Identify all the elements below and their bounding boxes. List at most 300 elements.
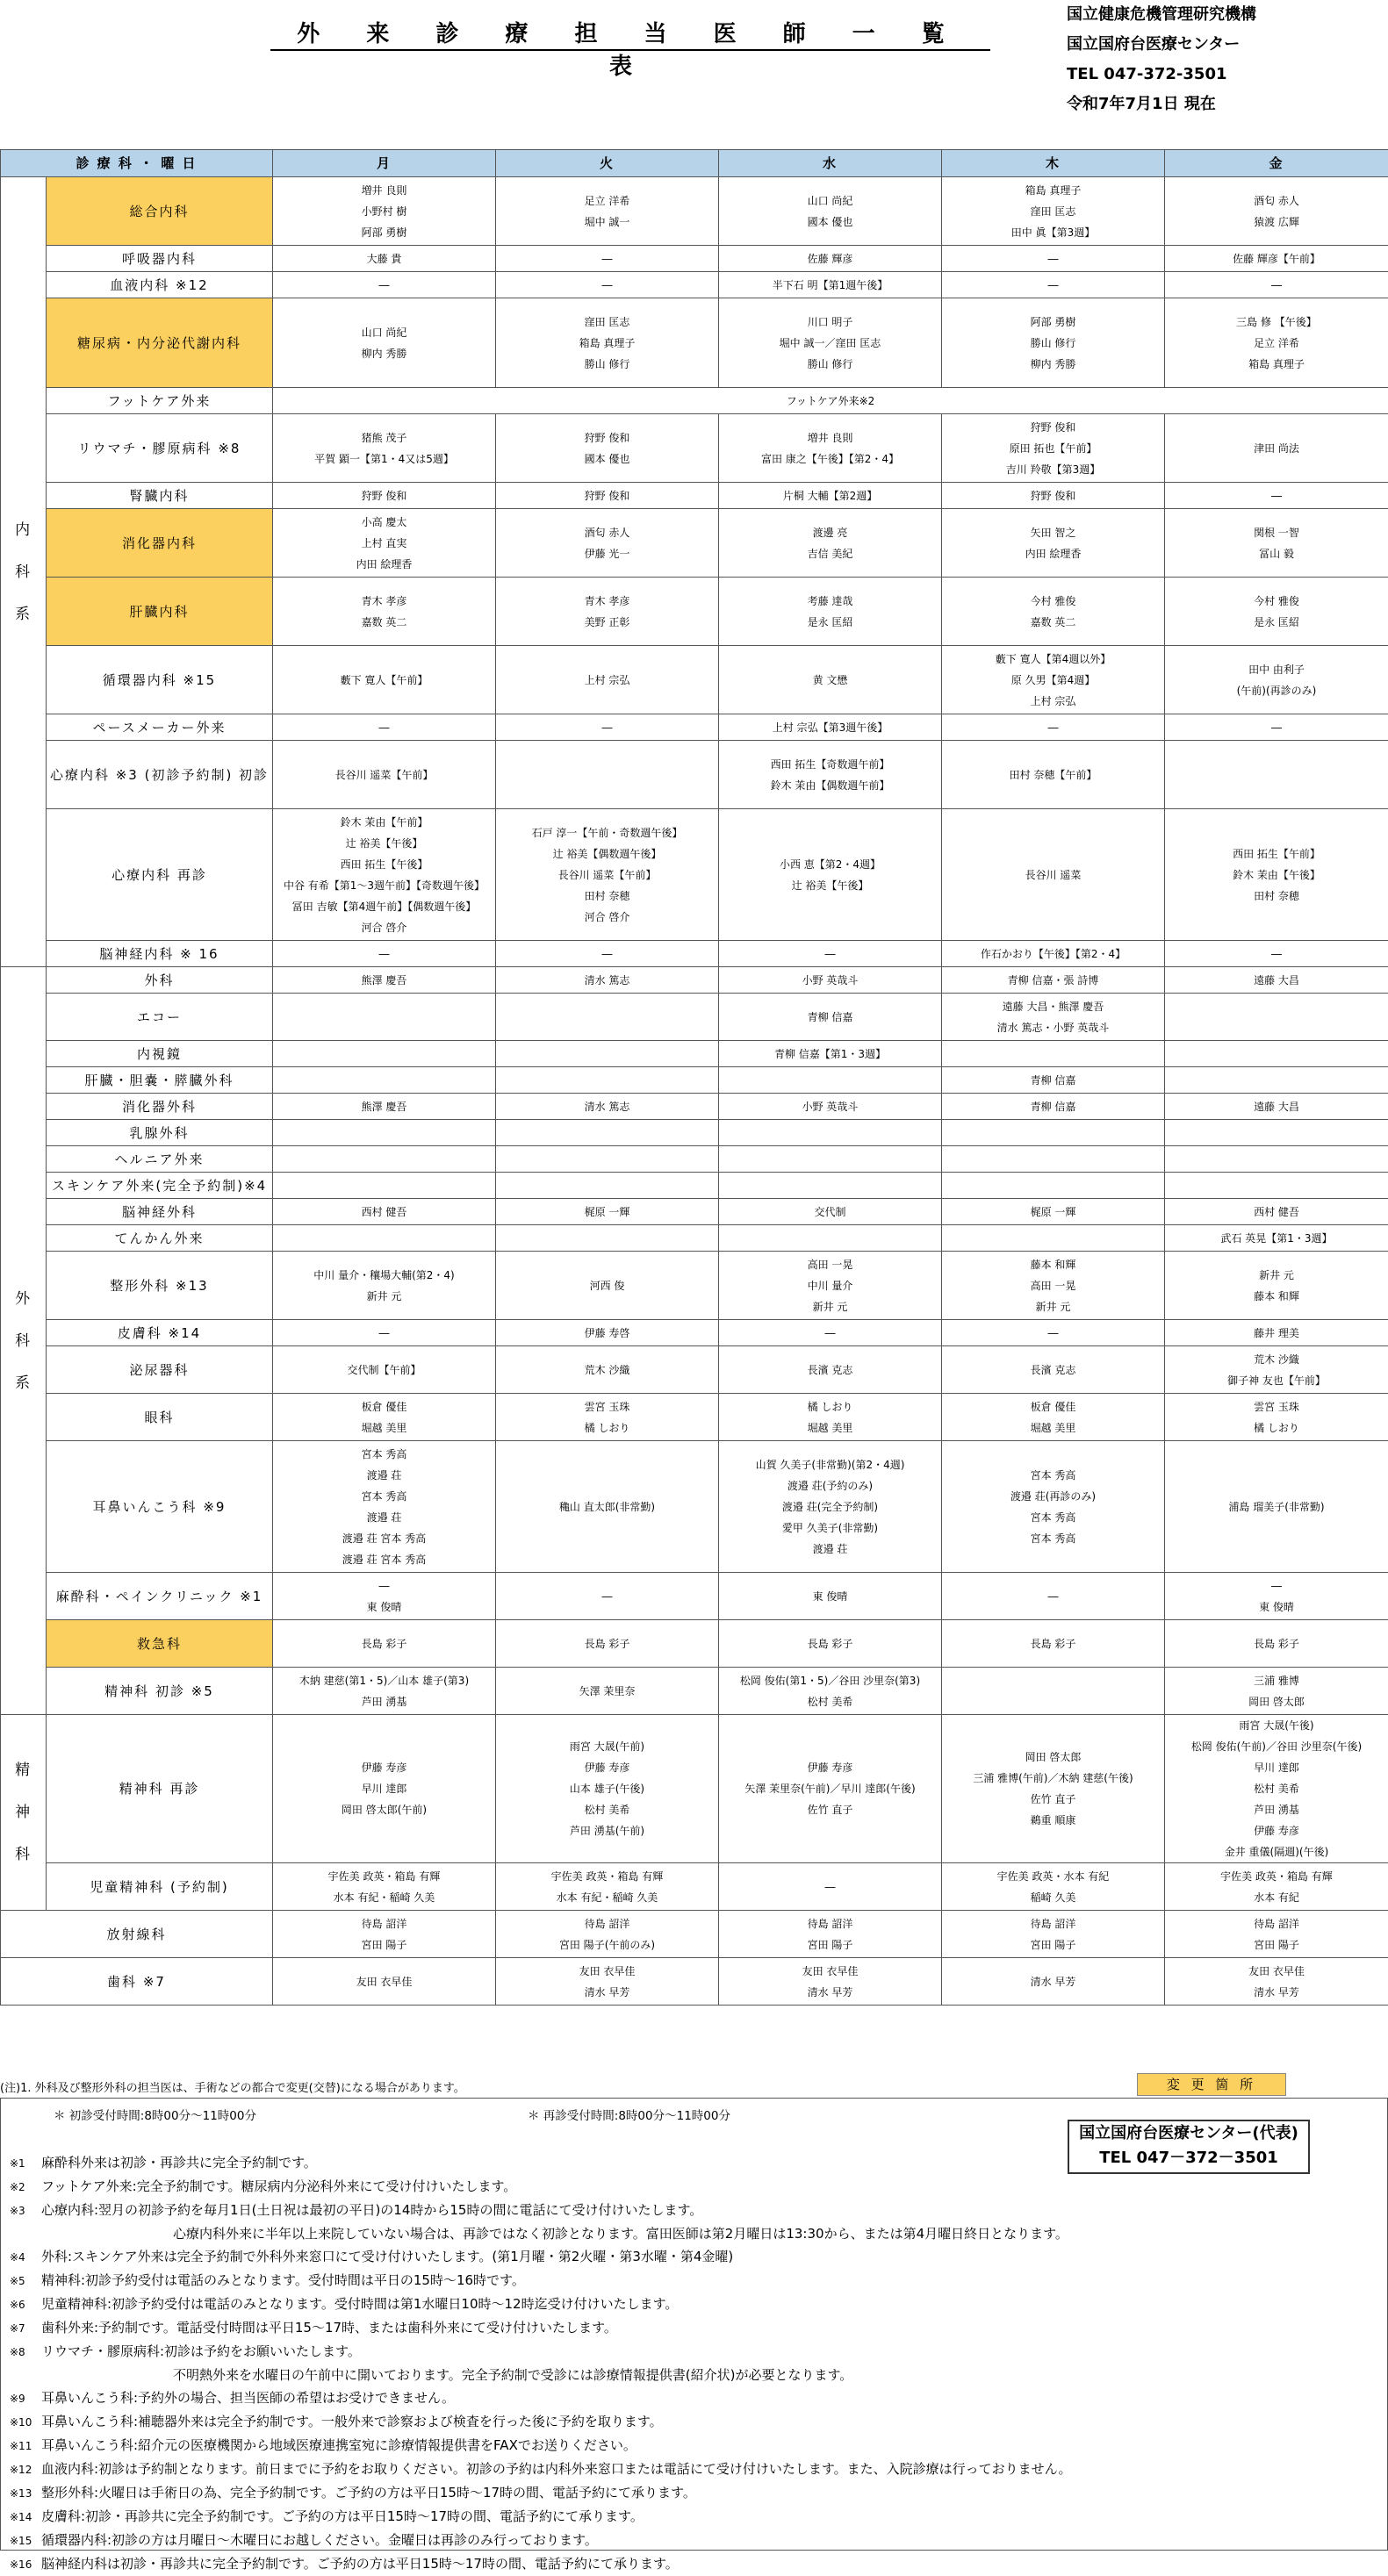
schedule-row	[1, 1320, 1388, 1346]
schedule-row	[1, 741, 1388, 809]
note-mark: ※14	[10, 2506, 41, 2529]
dept-name: 麻酔科・ペインクリニック ※1	[47, 1573, 273, 1620]
schedule-cell: 山賀 久美子(非常勤)(第2・4週) 渡邉 荘(予約のみ) 渡邉 荘(完全予約制) 愛甲 久美子(非常勤) 渡邉 荘	[719, 1441, 942, 1573]
caption-row	[0, 2078, 1388, 2095]
schedule-cell: 遠藤 大昌	[1165, 967, 1388, 994]
dept-name: 腎臓内科	[47, 483, 273, 509]
note-item	[10, 2364, 1054, 2386]
schedule-cell	[1165, 1041, 1388, 1067]
schedule-cell	[496, 1225, 719, 1252]
group-label: 精神科	[15, 1749, 32, 1876]
schedule-cell	[942, 1041, 1165, 1067]
schedule-row	[1, 1958, 1388, 2006]
note-text: 耳鼻いんこう科:補聴器外来は完全予約制です。一般外来で診察および検査を行った後に予約を取ります。	[41, 2414, 663, 2429]
schedule-cell: 猪熊 茂子 平賀 顕一【第1・4又は5週】	[273, 414, 496, 483]
schedule-cell: 山口 尚紀 柳内 秀勝	[273, 298, 496, 388]
dept-day-header: 診 療 科 ・ 曜 日	[1, 150, 273, 177]
note-text: 歯科外来:予約制です。電話受付時間は平日15～17時、または歯科外来にて受け付けいたします。	[41, 2320, 617, 2336]
schedule-row	[1, 646, 1388, 714]
schedule-cell: 半下石 明【第1週午後】	[719, 272, 942, 298]
note-item	[10, 2434, 1054, 2458]
note-mark: ※5	[10, 2270, 41, 2293]
schedule-cell	[496, 1120, 719, 1146]
schedule-cell: 藪下 寛人【午前】	[273, 646, 496, 714]
schedule-cell: 浦島 瑠美子(非常勤)	[1165, 1441, 1388, 1573]
schedule-cell: 待島 詔洋 宮田 陽子	[719, 1911, 942, 1958]
accept-first: ＊ 初診受付時間:8時00分～11時00分	[54, 2106, 256, 2123]
dept-name: スキンケア外来(完全予約制)※4	[47, 1173, 273, 1199]
schedule-body	[1, 177, 1388, 2006]
schedule-cell: ― 東 俊晴	[1165, 1573, 1388, 1620]
schedule-cell	[1165, 741, 1388, 809]
schedule-cell: 木納 建慈(第1・5)／山本 雄子(第3) 芦田 湧基	[273, 1668, 496, 1715]
schedule-cell: 小野 英哉斗	[719, 1094, 942, 1120]
dept-name: 内視鏡	[47, 1041, 273, 1067]
schedule-cell: 宇佐美 政英・箱島 有輝 水本 有紀・稲崎 久美	[496, 1863, 719, 1911]
schedule-cell: 長島 彩子	[1165, 1620, 1388, 1668]
schedule-cell	[942, 1120, 1165, 1146]
schedule-row	[1, 1094, 1388, 1120]
notes-list	[10, 2151, 1054, 2576]
schedule-cell: 長島 彩子	[496, 1620, 719, 1668]
schedule-cell: 高田 一晃 中川 量介 新井 元	[719, 1252, 942, 1320]
note-item	[10, 2529, 1054, 2552]
dept-name: てんかん外来	[47, 1225, 273, 1252]
schedule-cell: 山口 尚紀 國本 優也	[719, 177, 942, 246]
schedule-cell: 梶原 一輝	[942, 1199, 1165, 1225]
group-label: 内科系	[15, 509, 32, 635]
contact-name: 国立国府台医療センター(代表)	[1069, 2121, 1308, 2146]
dept-name: 肝臓内科	[47, 578, 273, 646]
schedule-cell: 矢田 智之 内田 絵理香	[942, 509, 1165, 578]
effective-date: 令和7年7月1日 現在	[1067, 90, 1256, 119]
dept-name: 心療内科 再診	[47, 809, 273, 941]
schedule-row	[1, 298, 1388, 388]
schedule-cell: 清水 早芳	[942, 1958, 1165, 2006]
dept-name: リウマチ・膠原病科 ※8	[47, 414, 273, 483]
schedule-cell: 渡邊 亮 吉信 美紀	[719, 509, 942, 578]
schedule-cell: 青柳 信嘉【第1・3週】	[719, 1041, 942, 1067]
schedule-cell: 今村 雅俊 嘉数 英二	[942, 578, 1165, 646]
note-text: 精神科:初診予約受付は電話のみとなります。受付時間は平日の15時～16時です。	[41, 2272, 525, 2288]
note-text: 不明熱外来を水曜日の午前中に開いております。完全予約制で受診には診療情報提供書(紹介状)が必要となります。	[173, 2367, 852, 2383]
schedule-row	[1, 967, 1388, 994]
note-item	[10, 2293, 1054, 2316]
schedule-cell	[273, 1173, 496, 1199]
dept-name: 歯科 ※7	[1, 1958, 273, 2006]
schedule-cell: 増井 良則 富田 康之【午後】【第2・4】	[719, 414, 942, 483]
schedule-cell: 交代制	[719, 1199, 942, 1225]
schedule-cell: 青柳 信嘉	[942, 1094, 1165, 1120]
schedule-cell: ―	[1165, 941, 1388, 967]
schedule-cell	[719, 1067, 942, 1094]
note-item	[10, 2505, 1054, 2529]
note-mark: ※1	[10, 2152, 41, 2175]
schedule-cell	[1165, 1067, 1388, 1094]
changed-legend: 変 更 箇 所	[1137, 2073, 1286, 2096]
schedule-cell: 雨宮 大晟(午前) 伊藤 寿彦 山本 雄子(午後) 松村 美希 芦田 湧基(午前)	[496, 1715, 719, 1863]
org-name: 国立健康危機管理研究機構	[1067, 0, 1256, 30]
schedule-cell: 小西 恵【第2・4週】 辻 裕美【午後】	[719, 809, 942, 941]
note-mark: ※6	[10, 2293, 41, 2316]
schedule-row	[1, 1173, 1388, 1199]
schedule-cell: ―	[273, 714, 496, 741]
schedule-row	[1, 1146, 1388, 1173]
schedule-cell: 熊澤 慶吾	[273, 967, 496, 994]
notes-box	[0, 2098, 1388, 2551]
schedule-row	[1, 1911, 1388, 1958]
schedule-cell: ―	[942, 1573, 1165, 1620]
note-item	[10, 2269, 1054, 2293]
group-naika	[1, 177, 47, 967]
schedule-cell: ―	[719, 1320, 942, 1346]
schedule-cell: 荒木 沙織 御子神 友也【午前】	[1165, 1346, 1388, 1394]
center-name: 国立国府台医療センター	[1067, 30, 1256, 60]
schedule-row	[1, 1863, 1388, 1911]
dept-name: 皮膚科 ※14	[47, 1320, 273, 1346]
schedule-row	[1, 1041, 1388, 1067]
schedule-cell: 藪下 寛人【第4週以外】 原 久男【第4週】 上村 宗弘	[942, 646, 1165, 714]
schedule-cell: ―	[719, 1863, 942, 1911]
schedule-cell: 小高 慶太 上村 直実 内田 絵理香	[273, 509, 496, 578]
schedule-cell: 大藤 貴	[273, 246, 496, 272]
schedule-cell: 考藤 達哉 是永 匡紹	[719, 578, 942, 646]
day-mon: 月	[273, 150, 496, 177]
schedule-cell: 待島 詔洋 宮田 陽子	[273, 1911, 496, 1958]
schedule-cell: 上村 宗弘	[496, 646, 719, 714]
schedule-row	[1, 1394, 1388, 1441]
schedule-cell: 窪田 匡志 箱島 真理子 勝山 修行	[496, 298, 719, 388]
organization-block	[1067, 0, 1256, 119]
schedule-row	[1, 483, 1388, 509]
schedule-cell: 長谷川 遥菜【午前】	[273, 741, 496, 809]
note-text: 心療内科外来に半年以上来院していない場合は、再診ではなく初診となります。富田医師は第2月曜日は13:30から、または第4月曜日終日となります。	[173, 2226, 1068, 2242]
schedule-row	[1, 272, 1388, 298]
accept-re: ＊ 再診受付時間:8時00分～11時00分	[528, 2106, 730, 2123]
schedule-row	[1, 994, 1388, 1041]
schedule-cell: 宇佐美 政英・箱島 有輝 水本 有紀・稲崎 久美	[273, 1863, 496, 1911]
schedule-cell	[496, 1146, 719, 1173]
note-text: リウマチ・膠原病科:初診は予約をお願いいたします。	[41, 2343, 361, 2359]
note-text: フットケア外来:完全予約制です。糖尿病内分泌科外来にて受け付けいたします。	[41, 2178, 516, 2194]
schedule-row	[1, 1346, 1388, 1394]
schedule-cell: 三浦 雅博 岡田 啓太郎	[1165, 1668, 1388, 1715]
dept-name: 乳腺外科	[47, 1120, 273, 1146]
schedule-cell: 熊澤 慶吾	[273, 1094, 496, 1120]
schedule-cell: 鈴木 茉由【午前】 辻 裕美【午後】 西田 拓生【午後】 中谷 有希【第1～3週午前】【奇数週午後】 冨田 吉敏【第4週午前】【偶数週午後】 河合 啓介	[273, 809, 496, 941]
schedule-cell: 青木 孝彦 美野 正彰	[496, 578, 719, 646]
schedule-cell: ―	[942, 246, 1165, 272]
schedule-cell: 上村 宗弘【第3週午後】	[719, 714, 942, 741]
note-text: 整形外科:火曜日は手術日の為、完全予約制です。ご予約の方は平日15時～17時の間、電話予約にて承ります。	[41, 2485, 696, 2501]
schedule-cell	[496, 1173, 719, 1199]
schedule-cell	[1165, 1173, 1388, 1199]
schedule-cell: 東 俊晴	[719, 1573, 942, 1620]
note-mark: ※12	[10, 2458, 41, 2481]
dept-name: エコー	[47, 994, 273, 1041]
schedule-cell: 梶原 一輝	[496, 1199, 719, 1225]
schedule-row	[1, 1620, 1388, 1668]
schedule-cell: ―	[273, 272, 496, 298]
title-underline	[270, 49, 990, 51]
schedule-cell: 長谷川 遥菜	[942, 809, 1165, 941]
schedule-cell: ―	[496, 272, 719, 298]
schedule-cell: 待島 詔洋 宮田 陽子	[1165, 1911, 1388, 1958]
note-text: 脳神経内科は初診・再診共に完全予約制です。ご予約の方は平日15時～17時の間、電話予約にて承ります。	[41, 2556, 679, 2572]
note-item	[10, 2458, 1379, 2481]
dept-name: 呼吸器内科	[47, 246, 273, 272]
schedule-cell: 西田 拓生【午前】 鈴木 茉由【午後】 田村 奈穂	[1165, 809, 1388, 941]
schedule-cell: 荒木 沙織	[496, 1346, 719, 1394]
schedule-row	[1, 1225, 1388, 1252]
note-text: 児童精神科:初診予約受付は電話のみとなります。受付時間は第1水曜日10時～12時迄受け付けいたします。	[41, 2296, 678, 2312]
note-item	[10, 2410, 1054, 2434]
note-item	[10, 2222, 1388, 2245]
note-item	[10, 2340, 1054, 2364]
schedule-cell: 三島 修 【午後】 足立 洋希 箱島 真理子	[1165, 298, 1388, 388]
schedule-cell: ―	[273, 1320, 496, 1346]
schedule-cell: 雨宮 大晟(午後) 松岡 俊佑(午前)／谷田 沙里奈(午後) 早川 達郎 松村 美希 芦田 湧基 伊藤 寿彦 金井 重儀(隔週)(午後)	[1165, 1715, 1388, 1863]
note-item	[10, 2151, 1054, 2175]
schedule-cell: 雲宮 玉珠 橘 しおり	[496, 1394, 719, 1441]
dept-name: 循環器内科 ※15	[47, 646, 273, 714]
schedule-row	[1, 1199, 1388, 1225]
schedule-cell	[273, 994, 496, 1041]
schedule-cell: 狩野 俊和	[273, 483, 496, 509]
schedule-cell: 宮本 秀高 渡邉 荘 宮本 秀高 渡邉 荘 渡邉 荘 宮本 秀高 渡邉 荘 宮本 秀高	[273, 1441, 496, 1573]
schedule-cell	[273, 1225, 496, 1252]
note-mark: ※16	[10, 2553, 41, 2576]
schedule-cell: 長島 彩子	[273, 1620, 496, 1668]
schedule-cell: 宮本 秀高 渡邉 荘(再診のみ) 宮本 秀高 宮本 秀高	[942, 1441, 1165, 1573]
note-item	[10, 2481, 1054, 2505]
note-item	[10, 2199, 1054, 2222]
schedule-cell: 友田 衣早佳 清水 早芳	[496, 1958, 719, 2006]
dept-name: 耳鼻いんこう科 ※9	[47, 1441, 273, 1573]
schedule-cell: 津田 尚法	[1165, 414, 1388, 483]
contact-box	[1068, 2120, 1310, 2174]
schedule-cell: 石戸 淳一【午前・奇数週午後】 辻 裕美【偶数週午後】 長谷川 遥菜【午前】 田村 奈穂 河合 啓介	[496, 809, 719, 941]
schedule-cell: 矢澤 茉里奈	[496, 1668, 719, 1715]
schedule-cell: ―	[496, 941, 719, 967]
schedule-cell: 片桐 大輔【第2週】	[719, 483, 942, 509]
group-geka	[1, 967, 47, 1715]
schedule-cell: 狩野 俊和	[496, 483, 719, 509]
day-wed: 水	[719, 150, 942, 177]
schedule-cell	[273, 1067, 496, 1094]
schedule-cell: 関根 一智 冨山 毅	[1165, 509, 1388, 578]
schedule-cell: フットケア外来※2	[273, 388, 1388, 414]
note-text: 外科:スキンケア外来は完全予約制で外科外来窓口にて受け付けいたします。(第1月曜・第2火曜・第3水曜・第4金曜)	[41, 2249, 733, 2264]
schedule-row	[1, 246, 1388, 272]
schedule-cell	[1165, 1120, 1388, 1146]
schedule-cell	[719, 1225, 942, 1252]
note-mark: ※11	[10, 2435, 41, 2458]
schedule-cell: 西田 拓生【奇数週午前】 鈴木 茉由【偶数週午前】	[719, 741, 942, 809]
schedule-cell	[496, 741, 719, 809]
schedule-cell: 佐藤 輝彦	[719, 246, 942, 272]
schedule-cell: 狩野 俊和	[942, 483, 1165, 509]
dept-name: 心療内科 ※3 (初診予約制) 初診	[47, 741, 273, 809]
schedule-row	[1, 1668, 1388, 1715]
dept-name: 児童精神科 (予約制)	[47, 1863, 273, 1911]
note-item	[10, 2245, 1054, 2269]
schedule-row	[1, 1067, 1388, 1094]
schedule-row	[1, 941, 1388, 967]
schedule-cell: 田中 由利子 (午前)(再診のみ)	[1165, 646, 1388, 714]
schedule-row	[1, 177, 1388, 246]
schedule-cell: 板倉 優佳 堀越 美里	[273, 1394, 496, 1441]
schedule-cell: ―	[1165, 272, 1388, 298]
schedule-cell: 青木 孝彦 嘉数 英二	[273, 578, 496, 646]
page-title: 外 来 診 療 担 当 医 師 一 覧 表	[270, 16, 990, 81]
note-text: 耳鼻いんこう科:予約外の場合、担当医師の希望はお受けできません。	[41, 2390, 455, 2406]
schedule-row	[1, 509, 1388, 578]
schedule-cell: ―	[942, 714, 1165, 741]
schedule-cell: 宇佐美 政英・箱島 有輝 水本 有紀	[1165, 1863, 1388, 1911]
dept-name: 糖尿病・内分泌代謝内科	[47, 298, 273, 388]
schedule-cell: 友田 衣早佳 清水 早芳	[719, 1958, 942, 2006]
group-label: 外科系	[15, 1278, 32, 1404]
phone: TEL 047-372-3501	[1067, 60, 1256, 90]
schedule-cell: ―	[1165, 714, 1388, 741]
schedule-cell	[719, 1120, 942, 1146]
schedule-cell: ―	[273, 941, 496, 967]
dept-name: 消化器内科	[47, 509, 273, 578]
note-item	[10, 2386, 1054, 2410]
schedule-cell: 待島 詔洋 宮田 陽子(午前のみ)	[496, 1911, 719, 1958]
day-tue: 火	[496, 150, 719, 177]
dept-name: 精神科 初診 ※5	[47, 1668, 273, 1715]
note-text: 血液内科:初診は予約制となります。前日までに予約をお取りください。初診の予約は内科外来窓口または電話にて受け付けいたします。また、入院診療は行っておりません。	[41, 2461, 1072, 2477]
schedule-row	[1, 1715, 1388, 1863]
schedule-cell	[273, 1146, 496, 1173]
schedule-cell: 清水 篤志	[496, 1094, 719, 1120]
schedule-cell: 新井 元 藤本 和輝	[1165, 1252, 1388, 1320]
dept-name: 脳神経外科	[47, 1199, 273, 1225]
schedule-row	[1, 414, 1388, 483]
schedule-cell: 松岡 俊佑(第1・5)／谷田 沙里奈(第3) 松村 美希	[719, 1668, 942, 1715]
schedule-row	[1, 809, 1388, 941]
schedule-cell	[496, 1041, 719, 1067]
schedule-cell: 箱島 真理子 窪田 匡志 田中 眞【第3週】	[942, 177, 1165, 246]
dept-name: 消化器外科	[47, 1094, 273, 1120]
note-item	[10, 2316, 1054, 2340]
schedule-row	[1, 578, 1388, 646]
schedule-cell: 雲宮 玉珠 橘 しおり	[1165, 1394, 1388, 1441]
schedule-cell: 藤本 和輝 高田 一晃 新井 元	[942, 1252, 1165, 1320]
schedule-cell: 伊藤 寿彦 早川 達郎 岡田 啓太郎(午前)	[273, 1715, 496, 1863]
schedule-cell: 足立 洋希 堀中 誠一	[496, 177, 719, 246]
schedule-cell: 友田 衣早佳	[273, 1958, 496, 2006]
schedule-cell: 板倉 優佳 堀越 美里	[942, 1394, 1165, 1441]
group-seishin	[1, 1715, 47, 1911]
schedule-cell: ―	[942, 1320, 1165, 1346]
note-text: 麻酔科外来は初診・再診共に完全予約制です。	[41, 2155, 317, 2171]
schedule-cell: 佐藤 輝彦【午前】	[1165, 246, 1388, 272]
schedule-row	[1, 1441, 1388, 1573]
schedule-cell: ― 東 俊晴	[273, 1573, 496, 1620]
schedule-cell: 青柳 信嘉	[942, 1067, 1165, 1094]
dept-name: 総合内科	[47, 177, 273, 246]
schedule-cell: 長島 彩子	[719, 1620, 942, 1668]
note-mark: ※15	[10, 2529, 41, 2552]
contact-tel: TEL 047－372－3501	[1069, 2146, 1308, 2171]
schedule-cell	[496, 1067, 719, 1094]
schedule-cell	[496, 994, 719, 1041]
schedule-cell	[719, 1146, 942, 1173]
schedule-cell: 酒匂 赤人 猿渡 広輝	[1165, 177, 1388, 246]
day-fri: 金	[1165, 150, 1388, 177]
header-row	[1, 150, 1388, 177]
schedule-cell: 長濱 克志	[942, 1346, 1165, 1394]
schedule-cell: 遠藤 大昌	[1165, 1094, 1388, 1120]
dept-name: 脳神経内科 ※ 16	[47, 941, 273, 967]
note-mark: ※13	[10, 2482, 41, 2505]
schedule-cell: 中川 量介・穰場大輔(第2・4) 新井 元	[273, 1252, 496, 1320]
schedule-cell: 藤井 理美	[1165, 1320, 1388, 1346]
schedule-cell	[942, 1146, 1165, 1173]
schedule-cell	[942, 1225, 1165, 1252]
note-text: 皮膚科:初診・再診共に完全予約制です。ご予約の方は平日15時～17時の間、電話予約にて承ります。	[41, 2508, 644, 2524]
schedule-cell: 清水 篤志	[496, 967, 719, 994]
schedule-cell: 小野 英哉斗	[719, 967, 942, 994]
schedule-cell: 狩野 俊和 原田 拓也【午前】 吉川 羚敬【第3週】	[942, 414, 1165, 483]
schedule-cell: 長濱 克志	[719, 1346, 942, 1394]
note-text: 心療内科:翌月の初診予約を毎月1日(土日祝は最初の平日)の14時から15時の間に電話にて受け付けいたします。	[41, 2202, 702, 2218]
schedule-cell: 遠藤 大昌・熊澤 慶吾 清水 篤志・小野 英哉斗	[942, 994, 1165, 1041]
schedule-cell: 黄 文懋	[719, 646, 942, 714]
schedule-row	[1, 1120, 1388, 1146]
schedule-cell: 河西 俊	[496, 1252, 719, 1320]
schedule-cell: ―	[496, 246, 719, 272]
day-thu: 木	[942, 150, 1165, 177]
schedule-cell: 青柳 信嘉	[719, 994, 942, 1041]
schedule-cell: 西村 健吾	[273, 1199, 496, 1225]
dept-name: 眼科	[47, 1394, 273, 1441]
schedule-cell: 武石 英晃【第1・3週】	[1165, 1225, 1388, 1252]
schedule-cell: 交代制【午前】	[273, 1346, 496, 1394]
schedule-cell: 酒匂 赤人 伊藤 光一	[496, 509, 719, 578]
dept-name: 血液内科 ※12	[47, 272, 273, 298]
schedule-cell: 田村 奈穂【午前】	[942, 741, 1165, 809]
schedule-cell: 今村 雅俊 是永 匡紹	[1165, 578, 1388, 646]
schedule-cell: 阿部 勇樹 勝山 修行 柳内 秀勝	[942, 298, 1165, 388]
schedule-row	[1, 388, 1388, 414]
schedule-cell: ―	[496, 1573, 719, 1620]
note-item	[10, 2552, 1054, 2576]
schedule-cell	[1165, 994, 1388, 1041]
note-mark: ※4	[10, 2246, 41, 2269]
schedule-cell: 橘 しおり 堀越 美里	[719, 1394, 942, 1441]
note-mark: ※10	[10, 2411, 41, 2434]
caption-note: (注)1. 外科及び整形外科の担当医は、手術などの都合で変更(交替)になる場合があります。	[0, 2082, 465, 2095]
schedule-cell	[719, 1173, 942, 1199]
schedule-cell: ―	[942, 272, 1165, 298]
schedule-cell	[1165, 1146, 1388, 1173]
schedule-cell	[273, 1041, 496, 1067]
schedule-cell: 友田 衣早佳 清水 早芳	[1165, 1958, 1388, 2006]
schedule-cell: ―	[496, 714, 719, 741]
dept-name: ヘルニア外来	[47, 1146, 273, 1173]
schedule-cell: 長島 彩子	[942, 1620, 1165, 1668]
dept-name: 放射線科	[1, 1911, 273, 1958]
note-text: 耳鼻いんこう科:紹介元の医療機関から地域医療連携室宛に診療情報提供書をFAXでお送りください。	[41, 2437, 636, 2453]
schedule-cell: 川口 明子 堀中 誠一／窪田 匡志 勝山 修行	[719, 298, 942, 388]
page-header	[0, 0, 1388, 154]
dept-name: 精神科 再診	[47, 1715, 273, 1863]
dept-name: フットケア外来	[47, 388, 273, 414]
